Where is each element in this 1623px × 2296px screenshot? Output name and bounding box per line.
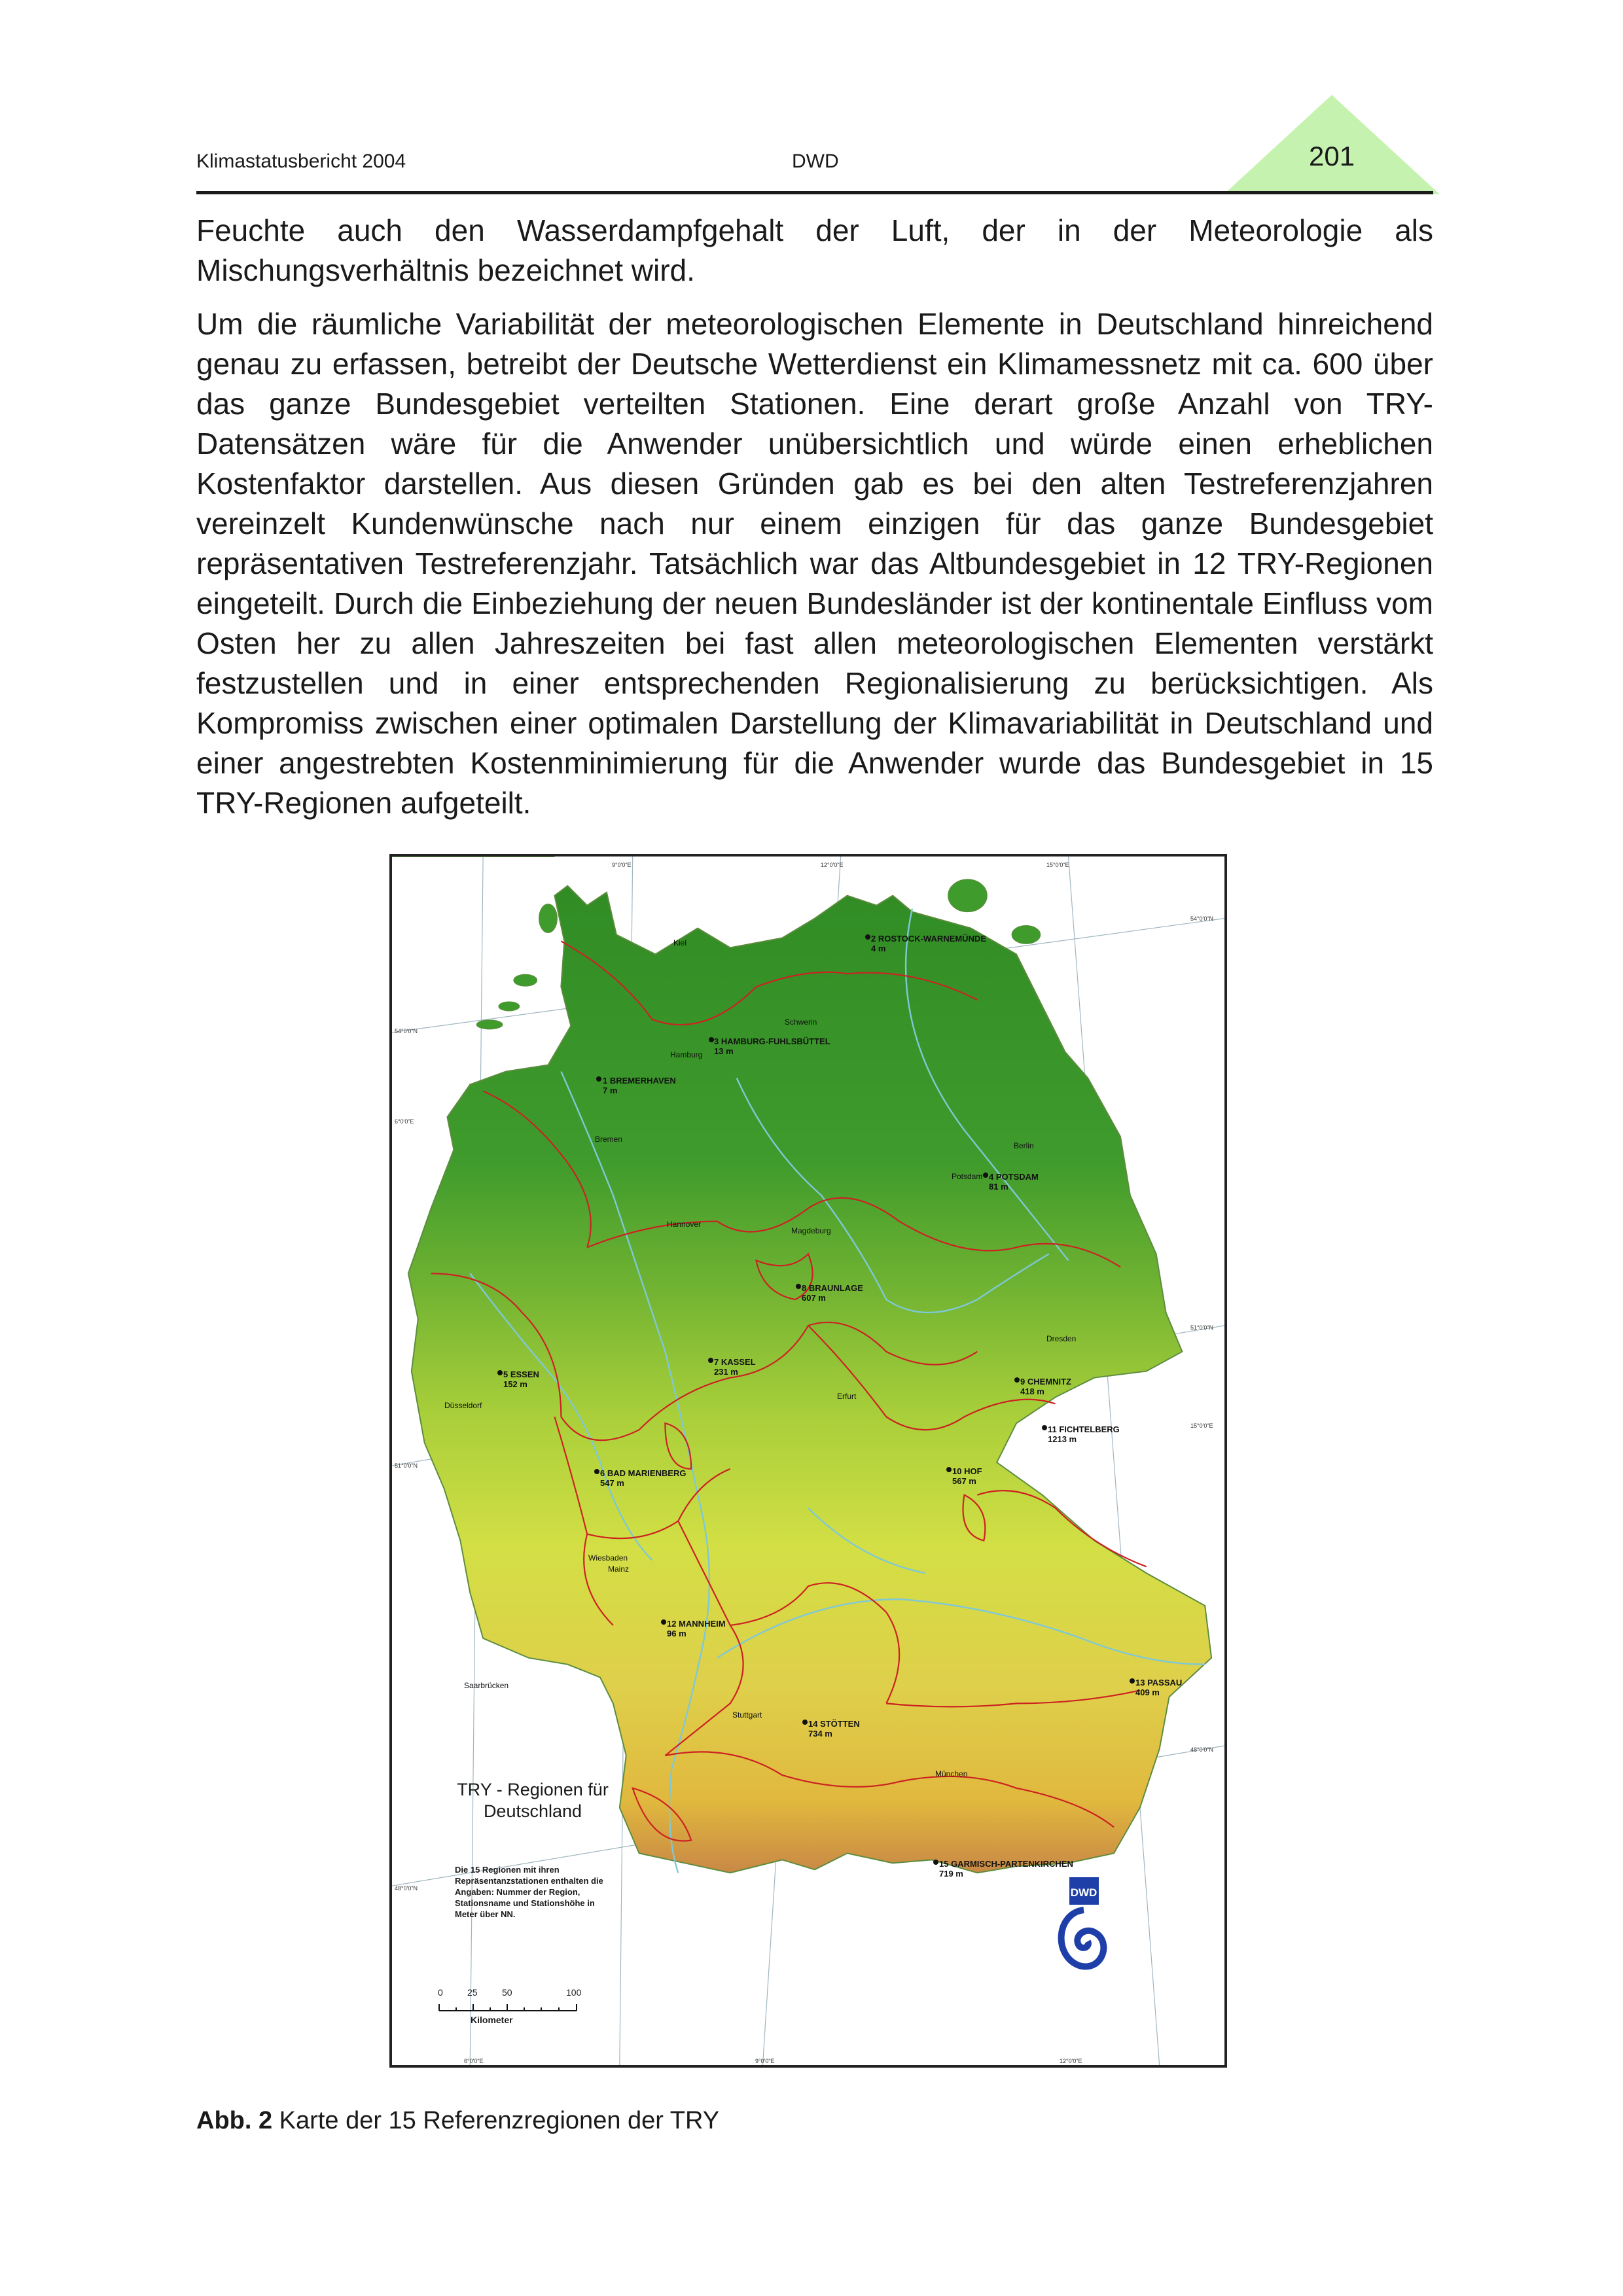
coord-label-top-3: 15°0'0"E <box>1046 862 1069 868</box>
station-label: 6 BAD MARIENBERG 547 m <box>600 1468 687 1488</box>
coord-label-right-1: 54°0'0"N <box>1190 915 1214 922</box>
coord-label-right-2: 51°0'0"N <box>1190 1324 1214 1331</box>
city-label: Dresden <box>1046 1334 1077 1343</box>
city-label: Erfurt <box>837 1392 857 1401</box>
station-label: 7 KASSEL 231 m <box>714 1357 756 1377</box>
paragraph-2: Um die räumliche Variabilität der meteorologischen Elemente in Deutschland hinreichend genau zu erfassen, betreibt der Deutsche Wetterdienst ein Klimamessnetz mit ca. 600 über das ganze Bundesgebiet verteilten Stationen. Eine derart große Anzahl von TRY-Datensätzen wäre für die Anwender unübersichtlich und würde einen erheblichen Kostenfaktor darstellen. Aus diesen Gründen gab es bei den alten Testreferenzjahren vereinzelt Kundenwünsche nach nur einem einzigen für das ganze Bundesgebiet repräsentativen Testreferenzjahr. Tatsächlich war das Altbundesgebiet in 12 TRY-Regionen eingeteilt. Durch die Einbeziehung der neuen Bundesländer ist der kontinentale Einfluss vom Osten her zu allen Jahreszeiten bei fast allen meteorologischen Elementen verstärkt festzustellen und in einer entsprechenden Regionalisierung zu berücksichtigen. Als Kompromiss zwischen einer optimalen Darstellung der Klimavariabilität in Deutschland und einer angestrebten Kostenminimierung für die Anwender wurde das Bundesgebiet in 15 TRY-Regionen aufgeteilt. <box>196 307 1433 820</box>
station-label: 11 FICHTELBERG 1213 m <box>1048 1424 1120 1444</box>
coord-label-bottom-3: 12°0'0"E <box>1060 2058 1082 2064</box>
station-label: 15 GARMISCH-PARTENKIRCHEN 719 m <box>939 1859 1073 1879</box>
station-label: 14 STÖTTEN 734 m <box>808 1719 860 1739</box>
station-label: 12 MANNHEIM 96 m <box>667 1619 726 1638</box>
coord-label-right-3: 15°0'0"E <box>1190 1422 1213 1429</box>
city-label: Magdeburg <box>791 1226 831 1235</box>
city-label: Saarbrücken <box>464 1681 509 1690</box>
city-label: Berlin <box>1014 1141 1034 1150</box>
city-label: Hamburg <box>670 1050 703 1059</box>
dwd-logo-icon <box>1050 1877 1112 2002</box>
try-region-map: 9°0'0"E 12°0'0"E 15°0'0"E 6°0'0"E 9°0'0"E 12°0'0"E 54°0'0"N 6°0'0"E 51°0'0"N 48°0'0"N 54°0'0"N 51°0'0"N 15°0'0"E 48°0'0"N 1 BREMERHAVEN 7 m 2 ROSTOCK-WARNEMÜNDE 4 m 3 HAMBURG-FUHLSBÜTTEL 13 m 4 POTSDAM 81 m 5 ESSEN 152 m 6 BAD MARIENBERG 547 m 7 KASSEL 231 m 8 BRAUNLAGE 607 m 9 CHEMNITZ 418 m 10 HOF 567 m 11 FICHTELBERG 1213 m 12 MANNHEIM 96 m 13 PASSAU 409 m 14 STÖTTEN 734 m 15 GARMISCH-PARTENKIRCHEN 719 m Kiel Schwerin Hamburg Bremen Hannover Magdeburg Berlin Potsdam Düsseldorf Erfurt Dresden Wiesbaden Mainz Saarbrücken Stuttgart München TRY - Regionen für Deutschland Die 15 Regionen mit ihren Repräsentanzstationen enthalten die Angaben: Nummer der Region, Stationsname und Stationshöhe in Meter über NN. 0 25 50 100 Kilometer DWD <box>389 854 1227 2068</box>
coord-label-bottom-2: 9°0'0"E <box>755 2058 775 2064</box>
city-label: Mainz <box>608 1564 630 1574</box>
coord-label-left-1: 54°0'0"N <box>395 1028 418 1034</box>
city-label: Düsseldorf <box>444 1401 482 1410</box>
scale-bar <box>438 2002 582 2015</box>
figure-caption: Abb. 2 Karte der 15 Referenzregionen der TRY <box>196 2107 720 2134</box>
map-legend-description: Die 15 Regionen mit ihren Repräsentanzstationen enthalten die Angaben: Nummer der Region, Stationsname und Stationshöhe in Meter über NN. <box>455 1865 603 1919</box>
svg-text:DWD: DWD <box>1070 1886 1097 1899</box>
station-label: 8 BRAUNLAGE 607 m <box>802 1283 863 1303</box>
city-label: Bremen <box>595 1135 623 1144</box>
city-label: München <box>935 1769 968 1778</box>
coord-label-left-2: 6°0'0"E <box>395 1118 414 1125</box>
coord-label-right-4: 48°0'0"N <box>1190 1746 1214 1753</box>
header-publisher: DWD <box>792 150 839 172</box>
coord-label-left-3: 51°0'0"N <box>395 1462 418 1469</box>
station-label: 1 BREMERHAVEN 7 m <box>603 1076 676 1095</box>
station-label: 13 PASSAU 409 m <box>1135 1678 1183 1697</box>
coord-label-bottom-1: 6°0'0"E <box>464 2058 484 2064</box>
city-label: Stuttgart <box>732 1710 762 1720</box>
station-label: 9 CHEMNITZ 418 m <box>1020 1377 1071 1396</box>
city-label: Potsdam <box>952 1172 983 1181</box>
station-label: 2 ROSTOCK-WARNEMÜNDE 4 m <box>871 934 986 953</box>
paragraph-1: Feuchte auch den Wasserdampfgehalt der Luft, der in der Meteorologie als Mischungsverhältnis bezeichnet wird. <box>196 213 1433 287</box>
page-number: 201 <box>1309 141 1355 171</box>
station-label: 10 HOF 567 m <box>952 1466 982 1486</box>
coord-label-left-4: 48°0'0"N <box>395 1885 418 1892</box>
city-label: Hannover <box>667 1220 702 1229</box>
header-report-title: Klimastatusbericht 2004 <box>196 150 406 172</box>
city-label: Kiel <box>673 938 687 947</box>
map-legend-title: TRY - Regionen für Deutschland <box>457 1780 609 1821</box>
station-label: 4 POTSDAM 81 m <box>989 1172 1039 1192</box>
city-label: Wiesbaden <box>588 1553 628 1563</box>
header-rule <box>196 191 1433 194</box>
station-label: 3 HAMBURG-FUHLSBÜTTEL 13 m <box>714 1036 830 1056</box>
city-label: Schwerin <box>785 1017 817 1027</box>
station-label: 5 ESSEN 152 m <box>503 1369 539 1389</box>
coord-label-top-1: 9°0'0"E <box>612 862 632 868</box>
scale-bar-unit: Kilometer <box>471 2015 513 2025</box>
coord-label-top-2: 12°0'0"E <box>821 862 844 868</box>
